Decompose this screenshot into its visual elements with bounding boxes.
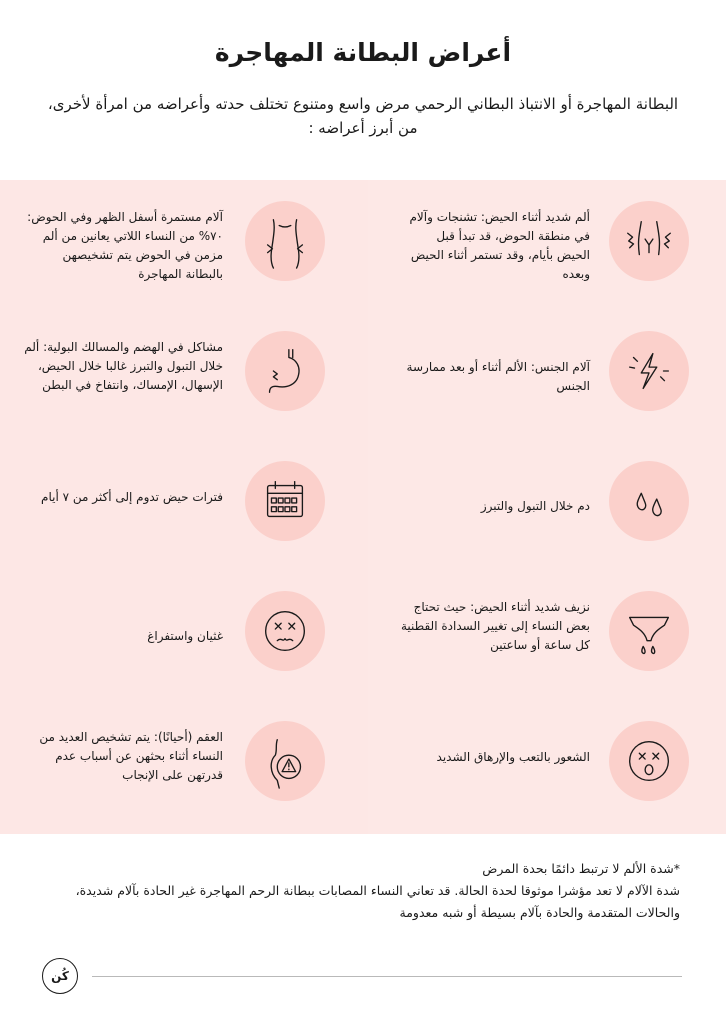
- drops-icon: [609, 461, 689, 541]
- footnote-heading: *شدة الألم لا ترتبط دائمًا بحدة المرض: [482, 861, 680, 876]
- symptom-item: [368, 310, 726, 440]
- back-pain-icon: [245, 201, 325, 281]
- symptoms-column-left: [0, 180, 368, 834]
- symptom-item: [0, 700, 358, 830]
- symptom-text: آلام مستمرة أسفل الظهر وفي الحوض: ٧٠% من النساء اللاتي يعانين من ألم مزمن في الحوض يتم تشخيصهن بالبطانة المهاجرة: [27, 210, 223, 281]
- lightning-icon: [609, 331, 689, 411]
- footnote-body: شدة الآلام لا تعد مؤشرا موثوقا لحدة الحالة. قد تعاني النساء المصابات ببطانة الرحم المهاجرة غير الحادة بآلام شديدة، والحالات المتقدمة والحادة بآلام بسيطة أو شبه معدومة: [75, 883, 680, 920]
- page-title: أعراض البطانة المهاجرة: [214, 38, 512, 67]
- symptom-item: [368, 180, 726, 310]
- symptom-item: [0, 180, 358, 310]
- tired-face-icon: [609, 721, 689, 801]
- cramp-pelvis-icon: [609, 201, 689, 281]
- symptoms-grid: [0, 180, 726, 834]
- symptom-text: دم خلال التبول والتبرز: [480, 499, 590, 513]
- symptom-item: [0, 440, 358, 570]
- calendar-icon: [245, 461, 325, 541]
- symptom-text: غثيان واستفراغ: [147, 629, 223, 643]
- footer-divider: [92, 976, 682, 977]
- pregnancy-warning-icon: [245, 721, 325, 801]
- footnote: [40, 858, 680, 924]
- symptom-text: العقم (أحيانًا): يتم تشخيص العديد من النساء أثناء بحثهن عن أسباب عدم قدرتهن على الإنجاب: [39, 730, 223, 782]
- symptoms-column-right: [368, 180, 726, 834]
- symptom-text: فترات حيض تدوم إلى أكثر من ٧ أيام: [41, 490, 223, 504]
- symptom-item: [0, 310, 358, 440]
- symptom-text: آلام الجنس: الألم أثناء أو بعد ممارسة الجنس: [406, 360, 590, 393]
- symptom-text: ألم شديد أثناء الحيض: تشنجات وآلام في منطقة الحوض، قد تبدأ قبل الحيض بأيام، وقد تستمر أثناء الحيض وبعده: [409, 210, 590, 281]
- symptom-text: مشاكل في الهضم والمسالك البولية: ألم خلال التبول والتبرز غالبا خلال الحيض، الإسهال، الإمساك، وانتفاخ في البطن: [24, 340, 223, 392]
- underwear-icon: [609, 591, 689, 671]
- symptom-item: [368, 570, 726, 700]
- symptom-item: [368, 440, 726, 570]
- stomach-icon: [245, 331, 325, 411]
- symptom-item: [0, 570, 358, 700]
- nausea-face-icon: [245, 591, 325, 671]
- symptom-text: نزيف شديد أثناء الحيض: حيث تحتاج بعض النساء إلى تغيير السدادة القطنية كل ساعة أو ساعتين: [400, 600, 590, 652]
- symptom-item: [368, 700, 726, 830]
- intro-text: البطانة المهاجرة أو الانتباذ البطاني الرحمي مرض واسع ومتنوع تختلف حدته وأعراضه من امرأة لأخرى، من أبرز أعراضه :: [47, 95, 679, 137]
- brand-logo: كُن: [42, 958, 78, 994]
- symptom-text: الشعور بالتعب والإرهاق الشديد: [436, 750, 590, 764]
